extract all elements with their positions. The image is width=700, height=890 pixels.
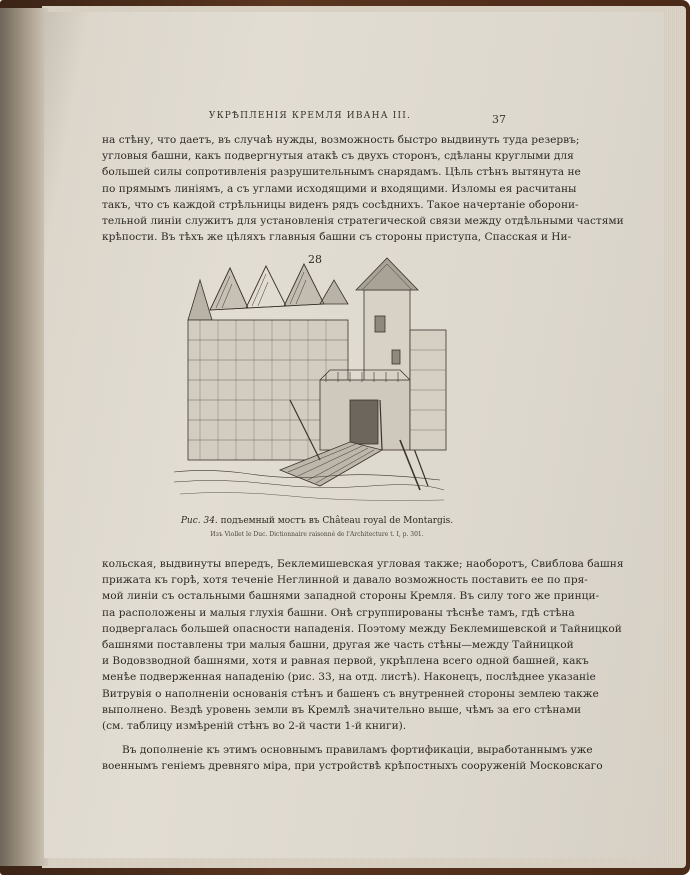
text-line: мой линіи съ остальными башнями западной стороны Кремля. Въ силу того же принци- [102, 590, 600, 603]
text-line: военнымъ геніемъ древняго міра, при устройствѣ крѣпостныхъ сооруженій Московскаго [102, 760, 603, 773]
text-line: башнями поставлены три малыя башни, другая же часть стѣны—между Тайницкой [102, 639, 574, 652]
text-line: Витрувія о наполненіи основанія стѣнъ и башенъ съ внутренней стороны землею также [102, 687, 599, 700]
running-head: УКРѢПЛЕНІЯ КРЕМЛЯ ИВАНА III. [208, 111, 412, 121]
text-line: прижата къ горѣ, хотя теченіе Неглинной и давало возможность поставить ее по пря- [102, 574, 588, 587]
text-line: тельной линіи служитъ для установленія стратегической связи между отдѣльными частями [102, 215, 624, 228]
figure-source: Изъ Viollet le Duc. Dictionnaire raisonné de l'Architecture t. I, p. 301. [210, 531, 424, 538]
text-line: менѣе подверженная нападенію (рис. 33, на отд. листѣ). Наконецъ, послѣднее указаніе [102, 671, 596, 684]
text-line: кольская, выдвинуты впередъ, Беклемишевская угловая также; наоборотъ, Свиблова башня [102, 558, 624, 570]
paragraph-top [102, 132, 624, 245]
text-line: большей силы сопротивленія разрушительнымъ снарядамъ. Цѣль стѣнъ вытянута не [102, 166, 581, 179]
text-line: такъ, что съ каждой стрѣльницы виденъ рядъ сосѣднихъ. Такое начертаніе оборони- [102, 198, 579, 211]
text-line: и Водовзводной башнями, хотя и равная первой, укрѣплена всего одной башней, какъ [102, 655, 589, 668]
text-line: па расположены и малыя глухія башни. Онѣ сгруппированы тѣснѣе тамъ, гдѣ стѣна [102, 606, 575, 619]
text-line: Въ дополненіе къ этимъ основнымъ правиламъ фортификаціи, выработаннымъ уже [122, 744, 593, 757]
drawbridge-illustration [170, 250, 452, 508]
text-line: крѣпости. Въ тѣхъ же цѣляхъ главныя башни съ стороны приступа, Спасская и Ни- [102, 231, 572, 244]
caption-prefix: Рис. 34. [180, 516, 218, 526]
figure-caption [180, 516, 454, 526]
text-line: подвергалась большей опасности нападенія. Поэтому между Беклемишевской и Тайницкой [102, 622, 622, 635]
text-line: угловыя башни, какъ подвергнутыя атакѣ съ двухъ сторонъ, сдѣланы круглыми для [102, 150, 574, 163]
paragraph-gap [102, 734, 500, 742]
text-line: выполнено. Вездѣ уровень земли въ Кремлѣ значительно выше, чѣмъ за его стѣнами [102, 703, 582, 716]
text-line: по прямымъ линіямъ, а съ углами исходящими и входящими. Изломы ея расчитаны [102, 182, 577, 195]
figure-number: 28 [308, 253, 322, 266]
text-line: (см. таблицу измѣреній стѣнъ во 2-й части 1-й книги). [102, 720, 407, 733]
caption-text: подъемный мостъ въ [220, 516, 320, 526]
text-line: на стѣну, что даетъ, въ случаѣ нужды, возможность быстро выдвинуть туда резервъ; [102, 134, 580, 146]
caption-italic: Château royal de Montargis. [322, 516, 454, 526]
paragraph-bottom [102, 556, 624, 775]
page-number: 37 [492, 113, 506, 126]
